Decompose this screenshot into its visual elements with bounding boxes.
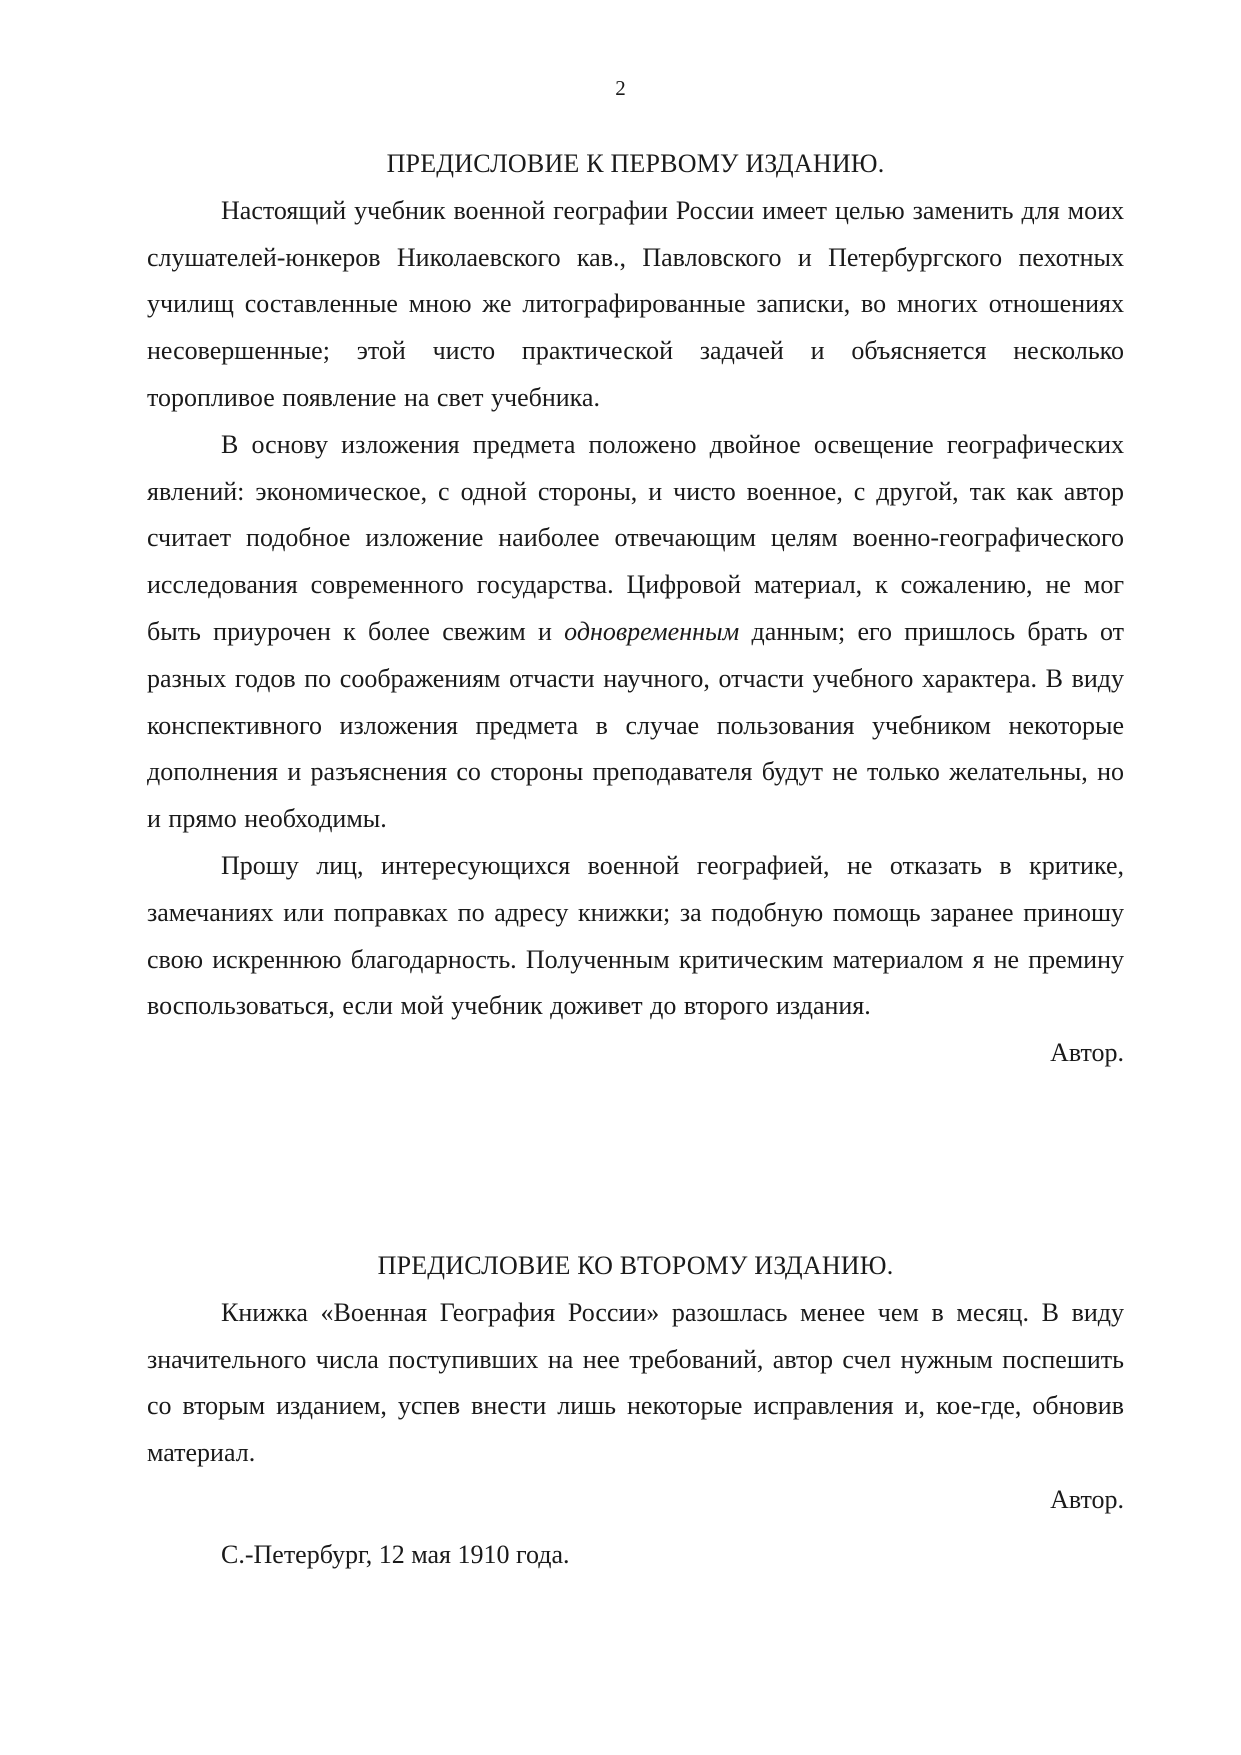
page-number: 2 <box>615 76 626 100</box>
preface-second-signature: Автор. <box>1050 1484 1124 1514</box>
preface-second-edition <box>147 1243 1124 1579</box>
paragraph-2-text-start: В основу изложения предмета положено двойное освещение географических явлений: экономическое, с одной стороны, и чисто военное, с другой, так как автор считает подобное изложение наиболее отвечающим целям военно-географического исследования современного государства. Цифровой материал, к сожалению, не мог быть приурочен к более свежим и <box>147 429 1124 646</box>
preface-first-signature: Автор. <box>1050 1038 1124 1068</box>
spacer <box>147 1524 1124 1532</box>
preface-first-paragraph-2 <box>147 422 1124 843</box>
paragraph-2-text-end: данным; его пришлось брать от разных годов по соображениям отчасти научного, отчасти учебного характера. В виду конспективного изложения предмета в случае пользования учебником некоторые дополнения и разъяснения со стороны преподавателя будут не только желательны, но и прямо необходимы. <box>147 616 1124 834</box>
date-place-line: С.-Петербург, 12 мая 1910 года. <box>221 1539 570 1569</box>
preface-second-paragraph-1: Книжка «Военная География России» разошлась менее чем в месяц. В виду значительного числа поступивших на нее требований, автор счел нужным поспешить со вторым изданием, успев внести лишь некоторые исправления и, кое-где, обновив материал. <box>147 1297 1124 1468</box>
preface-first-paragraph-1: Настоящий учебник военной географии России имеет целью заменить для моих слушателей-юнкеров Николаевского кав., Павловского и Петербургского пехотных училищ составленные мною же литографированные записки, во многих отношениях несовершенные; этой чисто практической задачей и объясняется несколько торопливое появление на свет учебника. <box>147 195 1124 412</box>
preface-second-title: ПРЕДИСЛОВИЕ КО ВТОРОМУ ИЗДАНИЮ. <box>377 1251 894 1280</box>
preface-first-edition <box>147 141 1124 1077</box>
preface-first-paragraph-3: Прошу лиц, интересующихся военной географией, не отказать в критике, замечаниях или поправках по адресу книжки; за подобную помощь заранее приношу свою искреннюю благодарность. Полученным критическим материалом я не премину воспользоваться, если мой учебник доживет до второго издания. <box>147 850 1124 1021</box>
preface-first-title: ПРЕДИСЛОВИЕ К ПЕРВОМУ ИЗДАНИЮ. <box>386 149 885 178</box>
emphasized-word: одновременным <box>564 616 740 646</box>
